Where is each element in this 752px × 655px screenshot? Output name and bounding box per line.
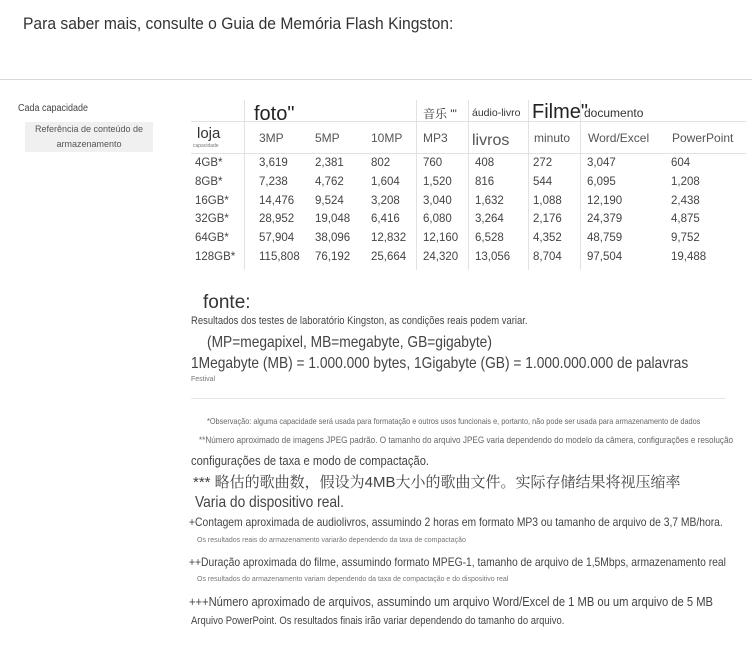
table-cell: 2,381	[315, 157, 344, 170]
table-cell: 25,664	[371, 250, 407, 263]
table-cell: 24,379	[587, 213, 623, 226]
table-cell: 3,264	[475, 213, 504, 226]
table-row	[191, 154, 737, 173]
table-cell: 57,904	[259, 232, 295, 245]
table-row	[191, 191, 737, 210]
units-note: (MP=megapixel, MB=megabyte, GB=gigabyte)	[207, 334, 492, 351]
songs-note-cont: Varia do dispositivo real.	[195, 494, 344, 511]
table-cell: 13,056	[475, 250, 511, 263]
table-cell: 7,238	[259, 176, 288, 189]
table-cell: 3,047	[587, 157, 616, 170]
table-cell: 6,095	[587, 176, 616, 189]
table-cell: 48,759	[587, 232, 623, 245]
column-header: Word/Excel	[588, 131, 650, 145]
files-note: +++Número aproximado de arquivos, assumindo um arquivo Word/Excel de 1 MB ou um arquivo de 5 MB	[189, 594, 713, 609]
table-cell: 38,096	[315, 232, 351, 245]
table-cell: 115,808	[259, 250, 300, 263]
sidebar-heading: Cada capacidade	[18, 103, 89, 114]
table-row	[191, 229, 737, 248]
capacity-cell: 32GB*	[195, 213, 229, 226]
sidebar-subheading	[14, 122, 164, 152]
capacity-cell: 128GB*	[195, 250, 236, 263]
capacity-cell: 16GB*	[195, 194, 229, 207]
table-cell: 4,352	[533, 232, 562, 245]
table-cell: 12,160	[423, 232, 459, 245]
table-cell: 1,632	[475, 194, 504, 207]
table-cell: 1,520	[423, 176, 452, 189]
group-header-foto: foto"	[254, 103, 295, 125]
capacity-cell: 64GB*	[195, 232, 229, 245]
table-cell: 6,080	[423, 213, 452, 226]
table-row	[191, 173, 737, 192]
storage-table	[191, 154, 737, 266]
column-header: 5MP	[315, 131, 340, 145]
files-note-cont: Arquivo PowerPoint. Os resultados finais irão variar dependendo do tamanho do arquivo.	[191, 615, 565, 627]
table-cell: 14,476	[259, 194, 295, 207]
sidebar-subheading-line1: Referência de conteúdo de	[25, 122, 153, 137]
table-cell: 19,048	[315, 213, 351, 226]
column-header: MP3	[423, 131, 448, 145]
group-header-documento: documento	[584, 106, 644, 120]
table-cell: 76,192	[315, 250, 351, 263]
page-title: Para saber mais, consulte o Guia de Memória Flash Kingston:	[23, 14, 454, 33]
store-label: loja	[197, 125, 221, 142]
table-cell: 1,088	[533, 194, 562, 207]
column-header: PowerPoint	[672, 131, 734, 145]
table-cell: 19,488	[671, 250, 707, 263]
table-cell: 3,619	[259, 157, 288, 170]
source-heading: fonte:	[203, 292, 251, 313]
audiobooks-note-small: Os resultados reais do armazenamento variarão dependendo da taxa de compactação	[197, 537, 466, 544]
group-header-musica: 音乐 "'	[423, 107, 457, 121]
table-row	[191, 210, 737, 229]
capacity-note: *Observação: alguma capacidade será usada para formatação e outros usos funcionais e, portanto, não pode ser usada para armazenamento de dados	[207, 416, 701, 426]
table-cell: 4,875	[671, 213, 700, 226]
jpeg-note-cont: configurações de taxa e modo de compactação.	[191, 453, 430, 468]
table-cell: 1,208	[671, 176, 700, 189]
table-cell: 6,528	[475, 232, 504, 245]
capacity-cell: 8GB*	[195, 176, 223, 189]
table-cell: 9,752	[671, 232, 700, 245]
sidebar-subheading-line2: armazenamento	[25, 137, 153, 152]
table-cell: 6,416	[371, 213, 400, 226]
conversion-note: 1Megabyte (MB) = 1.000.000 bytes, 1Gigabyte (GB) = 1.000.000.000 de palavras	[191, 355, 689, 372]
movie-note-small: Os resultados do armazenamento variam dependendo da taxa de compactação e do dispositivo real	[197, 576, 509, 583]
jpeg-note: **Número aproximado de imagens JPEG padrão. O tamanho do arquivo JPEG varia dependendo do modelo da câmera, configurações e resolução	[199, 435, 734, 446]
table-row	[191, 247, 737, 266]
songs-note: *** 略估的歌曲数，假设为4MB大小的歌曲文件。实际存储结果将视压缩率	[193, 474, 681, 491]
table-cell: 24,320	[423, 250, 459, 263]
column-header: 3MP	[259, 131, 284, 145]
table-cell: 3,208	[371, 194, 400, 207]
table-cell: 1,604	[371, 176, 400, 189]
table-cell: 12,190	[587, 194, 623, 207]
table-cell: 12,832	[371, 232, 407, 245]
group-header-audiolivro: áudio-livro	[472, 107, 521, 119]
capacity-label: capacidade	[193, 143, 219, 149]
table-cell: 408	[475, 157, 495, 170]
column-header: 10MP	[371, 131, 403, 145]
table-cell: 3,040	[423, 194, 452, 207]
audiobooks-note: +Contagem aproximada de audiolivros, assumindo 2 horas em formato MP3 ou tamanho de arquivo de 3,7 MB/hora.	[189, 515, 723, 529]
table-cell: 8,704	[533, 250, 562, 263]
capacity-cell: 4GB*	[195, 157, 223, 170]
movie-note: ++Duração aproximada do filme, assumindo formato MPEG-1, tamanho de arquivo de 1,5Mbps, armazenamento real	[189, 555, 726, 569]
table-cell: 28,952	[259, 213, 295, 226]
festival-label: Festival	[191, 376, 216, 383]
group-header-filme: Filme"	[532, 101, 588, 123]
table-cell: 2,438	[671, 194, 700, 207]
source-text: Resultados dos testes de laboratório Kingston, as condições reais podem variar.	[191, 315, 528, 327]
table-cell: 760	[423, 157, 443, 170]
table-cell: 604	[671, 157, 691, 170]
notes-divider	[191, 398, 726, 399]
table-cell: 802	[371, 157, 391, 170]
table-cell: 544	[533, 176, 553, 189]
table-cell: 9,524	[315, 194, 344, 207]
table-cell: 4,762	[315, 176, 344, 189]
table-cell: 272	[533, 157, 553, 170]
header-divider	[0, 79, 752, 80]
column-header: livros	[472, 132, 510, 149]
table-cell: 816	[475, 176, 495, 189]
table-cell: 2,176	[533, 213, 562, 226]
column-header: minuto	[534, 131, 571, 145]
table-cell: 97,504	[587, 250, 623, 263]
